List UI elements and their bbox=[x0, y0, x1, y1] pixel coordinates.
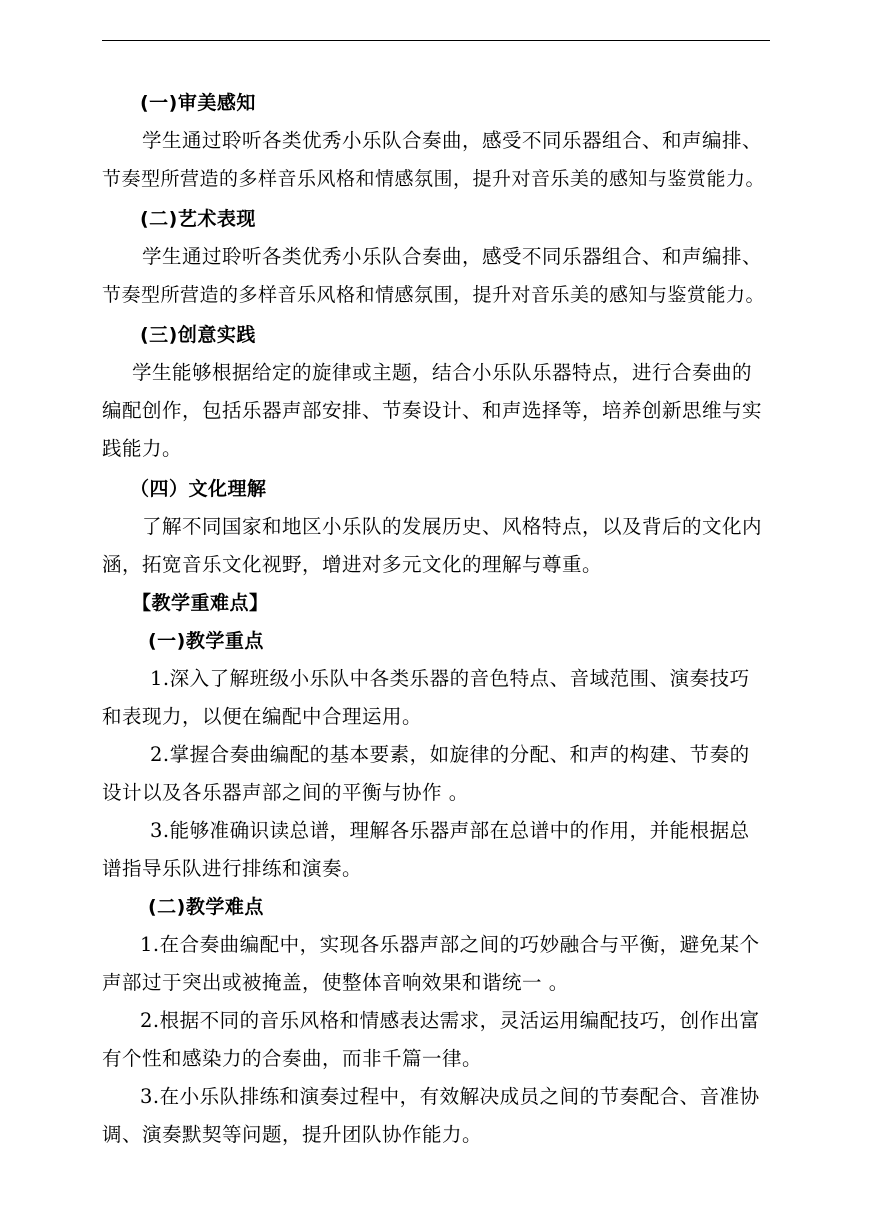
key-point-2-line-1: 2.掌握合奏曲编配的基本要素，如旋律的分配、和声的构建、节奏的 bbox=[150, 743, 750, 766]
section-practice-line-2: 编配创作，包括乐器声部安排、节奏设计、和声选择等，培养创新思维与实 bbox=[102, 399, 763, 422]
document-body bbox=[102, 84, 770, 1154]
key-point-2-line-2: 设计以及各乐器声部之间的平衡与协作 。 bbox=[102, 781, 469, 804]
difficult-point-2-line-2: 有个性和感染力的合奏曲，而非千篇一律。 bbox=[102, 1047, 483, 1070]
difficult-points-title: (二)教学难点 bbox=[148, 896, 264, 918]
section-culture-title: （四）文化理解 bbox=[130, 478, 267, 500]
section-practice-line-1: 学生能够根据给定的旋律或主题，结合小乐队乐器特点，进行合奏曲的 bbox=[132, 361, 753, 384]
section-expression-line-2: 节奏型所营造的多样音乐风格和情感氛围，提升对音乐美的感知与鉴赏能力。 bbox=[102, 284, 766, 306]
key-points-title: (一)教学重点 bbox=[148, 630, 264, 652]
section-expression-line-1: 学生通过聆听各类优秀小乐队合奏曲，感受不同乐器组合、和声编排、 bbox=[142, 245, 763, 268]
section-practice-title: (三)创意实践 bbox=[140, 324, 256, 346]
section-practice-line-3: 践能力。 bbox=[102, 437, 183, 460]
difficult-point-1-line-2: 声部过于突出或被掩盖，使整体音响效果和谐统一 。 bbox=[102, 971, 569, 994]
difficult-point-2-line-1: 2.根据不同的音乐风格和情感表达需求，灵活运用编配技巧，创作出富 bbox=[140, 1009, 760, 1032]
difficult-point-1-line-1: 1.在合奏曲编配中，实现各乐器声部之间的巧妙融合与平衡，避免某个 bbox=[140, 933, 760, 956]
section-culture-line-1: 了解不同国家和地区小乐队的发展历史、风格特点，以及背后的文化内 bbox=[142, 515, 763, 538]
key-point-1-line-1: 1.深入了解班级小乐队中各类乐器的音色特点、音域范围、演奏技巧 bbox=[150, 667, 750, 690]
header-rule bbox=[102, 40, 770, 41]
section-perception-line-2: 节奏型所营造的多样音乐风格和情感氛围，提升对音乐美的感知与鉴赏能力。 bbox=[102, 168, 766, 190]
section-expression-title: (二)艺术表现 bbox=[140, 208, 256, 230]
key-point-3-line-1: 3.能够准确识读总谱，理解各乐器声部在总谱中的作用，并能根据总 bbox=[150, 819, 750, 842]
key-difficult-title: 【教学重难点】 bbox=[132, 592, 269, 614]
key-point-1-line-2: 和表现力，以便在编配中合理运用。 bbox=[102, 705, 423, 728]
section-perception-title: (一)审美感知 bbox=[140, 92, 256, 114]
section-culture-line-2: 涵，拓宽音乐文化视野，增进对多元文化的理解与尊重。 bbox=[102, 553, 603, 576]
difficult-point-3-line-2: 调、演奏默契等问题，提升团队协作能力。 bbox=[102, 1123, 483, 1146]
difficult-point-3-line-1: 3.在小乐队排练和演奏过程中，有效解决成员之间的节奏配合、音准协 bbox=[140, 1085, 760, 1108]
section-perception-line-1: 学生通过聆听各类优秀小乐队合奏曲，感受不同乐器组合、和声编排、 bbox=[142, 129, 763, 152]
key-point-3-line-2: 谱指导乐队进行排练和演奏。 bbox=[102, 857, 363, 880]
